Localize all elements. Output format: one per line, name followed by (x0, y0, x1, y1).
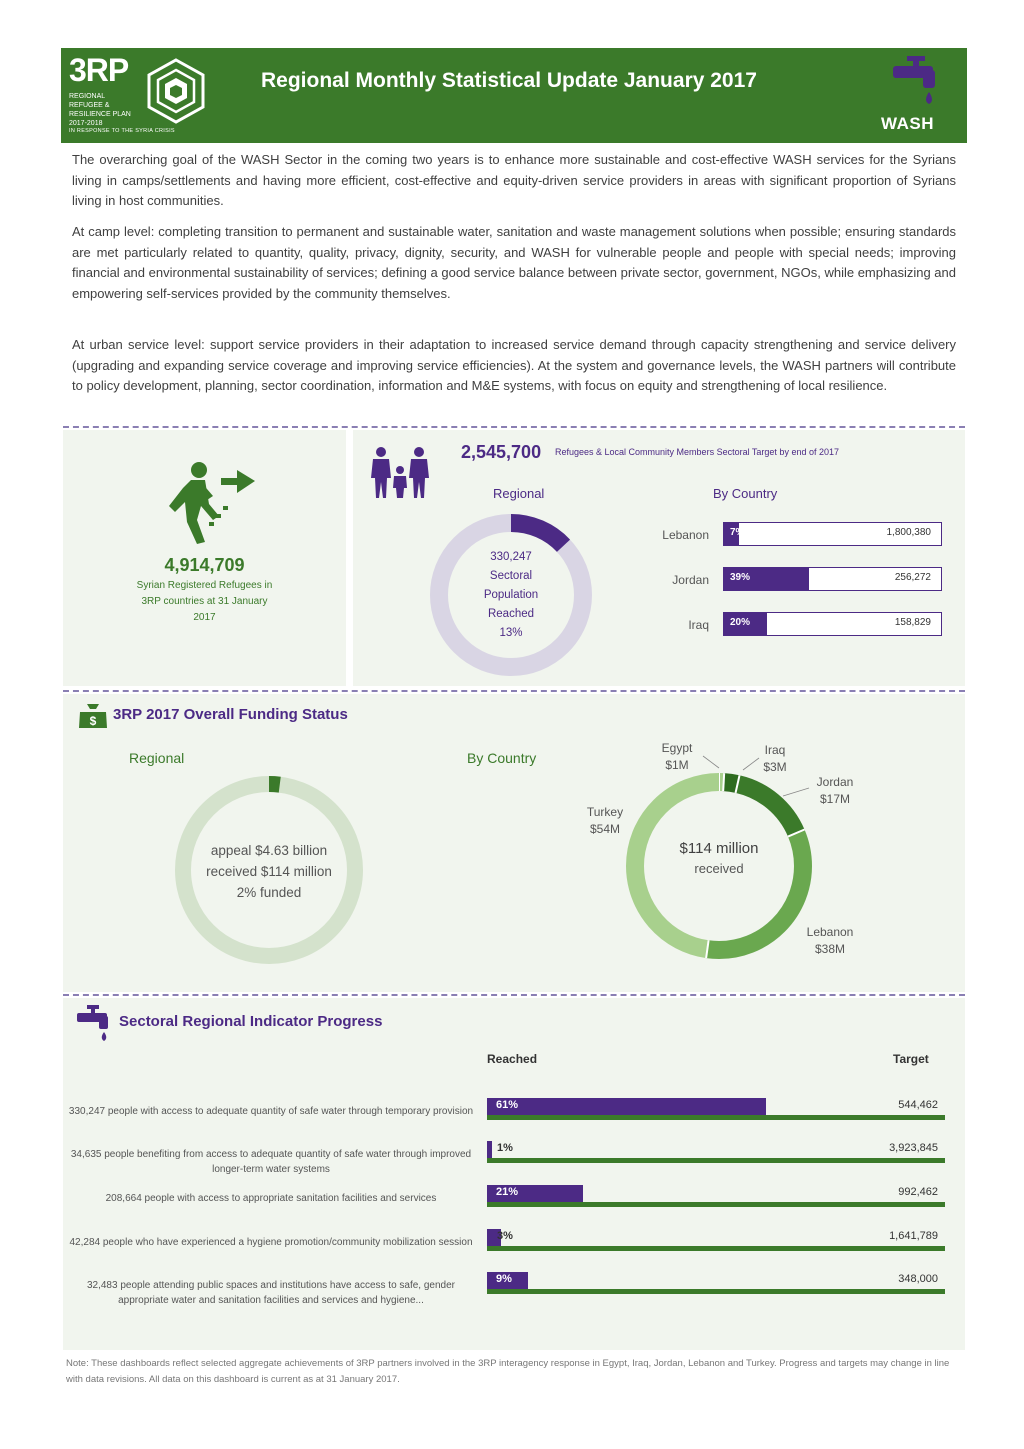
funding-center-amount: $114 million (679, 840, 759, 857)
indicator-reached-bar (487, 1141, 492, 1158)
refugees-panel (63, 430, 346, 686)
indicator-target-track (487, 1158, 945, 1163)
target-number: 2,545,700 (461, 442, 542, 462)
funding-label-turkey: Turkey $54M (586, 805, 624, 836)
funding-center-label: received (694, 861, 744, 876)
indicators-reached-header: Reached (487, 1052, 538, 1066)
indicators-target-header: Target (893, 1052, 929, 1066)
funding-label-iraq: Iraq $3M (763, 743, 787, 774)
reached-pct: 13% (499, 627, 523, 639)
target-by-country-label: By Country (713, 486, 778, 501)
country-bar-target: 1,800,380 (886, 527, 931, 538)
indicator-target: 992,462 (898, 1186, 938, 1198)
indicator-description: 42,284 people who have experienced a hygiene promotion/community mobilization session (69, 1237, 473, 1248)
indicator-pct: 61% (496, 1099, 519, 1111)
funding-leader-lines (663, 744, 863, 804)
indicators-title: Sectoral Regional Indicator Progress (119, 1013, 383, 1030)
funding-received: received $114 million (206, 864, 332, 879)
indicator-target-track (487, 1289, 945, 1294)
indicator-target: 1,641,789 (889, 1230, 938, 1242)
funding-regional-center (189, 840, 349, 903)
country-bar-pct: 39% (730, 572, 751, 583)
country-bar-pct: 7% (730, 527, 745, 538)
divider (63, 994, 965, 996)
indicator-target: 348,000 (898, 1273, 938, 1285)
target-label: Refugees & Local Community Members Sectoral Target by end of 2017 (555, 447, 839, 457)
water-tap-icon (889, 54, 943, 106)
country-bar-pct: 20% (730, 617, 751, 628)
indicator-target-track (487, 1202, 945, 1207)
reached-line-sectoral: Sectoral (489, 570, 533, 582)
funding-title: 3RP 2017 Overall Funding Status (113, 706, 348, 723)
intro-paragraph-1: The overarching goal of the WASH Sector in the coming two years is to enhance more sustainable and cost-effective WASH services for the Syrians living in camps/settlements and having more efficient, cost-effective and equity-driven service providers in areas with significant proportion of Syrians living in host communities. (72, 152, 956, 208)
indicator-description: 208,664 people with access to appropriate sanitation facilities and services (105, 1193, 437, 1204)
divider (63, 690, 965, 692)
target-panel (353, 430, 965, 686)
page-title: Regional Monthly Statistical Update January 2017 (261, 69, 757, 92)
indicator-target: 3,923,845 (889, 1142, 938, 1154)
indicator-pct: 1% (497, 1142, 513, 1154)
water-tap-small-icon (75, 1004, 115, 1042)
indicator-description: 330,247 people with access to adequate quantity of safe water through temporary provision (68, 1106, 474, 1117)
country-bar-target: 158,829 (894, 617, 931, 628)
reached-line-population: Population (483, 589, 539, 601)
divider (63, 426, 965, 428)
indicator-target-track (487, 1115, 945, 1120)
indicator-target-track (487, 1246, 945, 1251)
money-bag-icon (77, 702, 109, 730)
country-bar (723, 612, 942, 636)
country-bar (723, 567, 942, 591)
reached-line-reached: Reached (487, 608, 535, 620)
funding-pct: 2% funded (236, 885, 302, 900)
indicator-pct: 3% (497, 1230, 513, 1242)
indicator-target: 544,462 (898, 1099, 938, 1111)
logo-tagline: IN RESPONSE TO THE SYRIA CRISIS (69, 128, 175, 134)
funding-label-egypt: Egypt $1M (661, 741, 693, 772)
funding-label-lebanon: Lebanon $38M (806, 925, 854, 956)
footnote: Note: These dashboards reflect selected aggregate achievements of 3RP partners involved in the 3RP interagency response in Egypt, Iraq, Jordan, Lebanon and Turkey. Progress and targets may change in line with data revisions. All data on this dashboard is current as at 31 January 2017. (66, 1358, 950, 1385)
country-bar-label: Jordan (672, 573, 709, 587)
indicator-pct: 9% (496, 1273, 512, 1285)
indicator-description: 32,483 people attending public spaces and institutions have access to safe, gender appropriate water and sanitation facilities and services and hygiene... (86, 1280, 456, 1306)
indicator-description: 34,635 people benefiting from access to adequate quantity of safe water through improved longer-term water systems (70, 1149, 472, 1175)
page-header (61, 48, 967, 143)
logo-3rp: 3RP (69, 52, 129, 88)
refugee-walking-icon (161, 458, 259, 546)
funding-panel (63, 694, 965, 992)
funding-appeal: appeal $4.63 billion (210, 843, 328, 858)
country-bar-target: 256,272 (894, 572, 931, 583)
reached-number: 330,247 (490, 551, 532, 563)
sector-label: WASH (881, 114, 934, 133)
intro-paragraph-2: At camp level: completing transition to permanent and sustainable water, sanitation and waste management solutions when possible; ensuring standards are met particularly related to quantity, quality, privacy, dignity, security, and WASH for vulnerable people and people with special needs; improving financial and environmental sustainability of services; defining a good service balance between private sector, government, NGOs, while emphasizing and empowering self-services provided by the community themselves. (72, 224, 956, 301)
funding-label-jordan: Jordan $17M (816, 775, 854, 806)
country-bar-label: Lebanon (662, 528, 709, 542)
target-ring-center (451, 548, 571, 643)
country-bar (723, 522, 942, 546)
indicator-pct: 21% (496, 1186, 519, 1198)
refugees-number: 4,914,709 (164, 555, 245, 575)
emblem-icon (143, 58, 209, 124)
country-bar-label: Iraq (688, 618, 709, 632)
family-icon (369, 446, 431, 498)
funding-regional-label: Regional (129, 750, 185, 766)
funding-by-country-label: By Country (467, 750, 537, 766)
funding-country-center (659, 840, 779, 876)
refugees-label: Syrian Registered Refugees in 3RP countries at 31 January 2017 (136, 580, 273, 623)
intro-paragraph-3: At urban service level: support service providers in their adaptation to increased service demand through capacity strengthening and service delivery (upgrading and expanding service coverage and improving service efficiencies). At the system and governance levels, the WASH partners will contribute to policy development, planning, sector coordination, information and M&E systems, with focus on equity and strengthening of local resilience. (72, 337, 956, 393)
svg-text:$: $ (89, 714, 97, 728)
indicator-reached-bar (487, 1098, 766, 1115)
target-regional-label: Regional (493, 486, 545, 501)
logo-subtitle: REGIONAL REFUGEE & RESILIENCE PLAN 2017-2018 (69, 93, 131, 127)
